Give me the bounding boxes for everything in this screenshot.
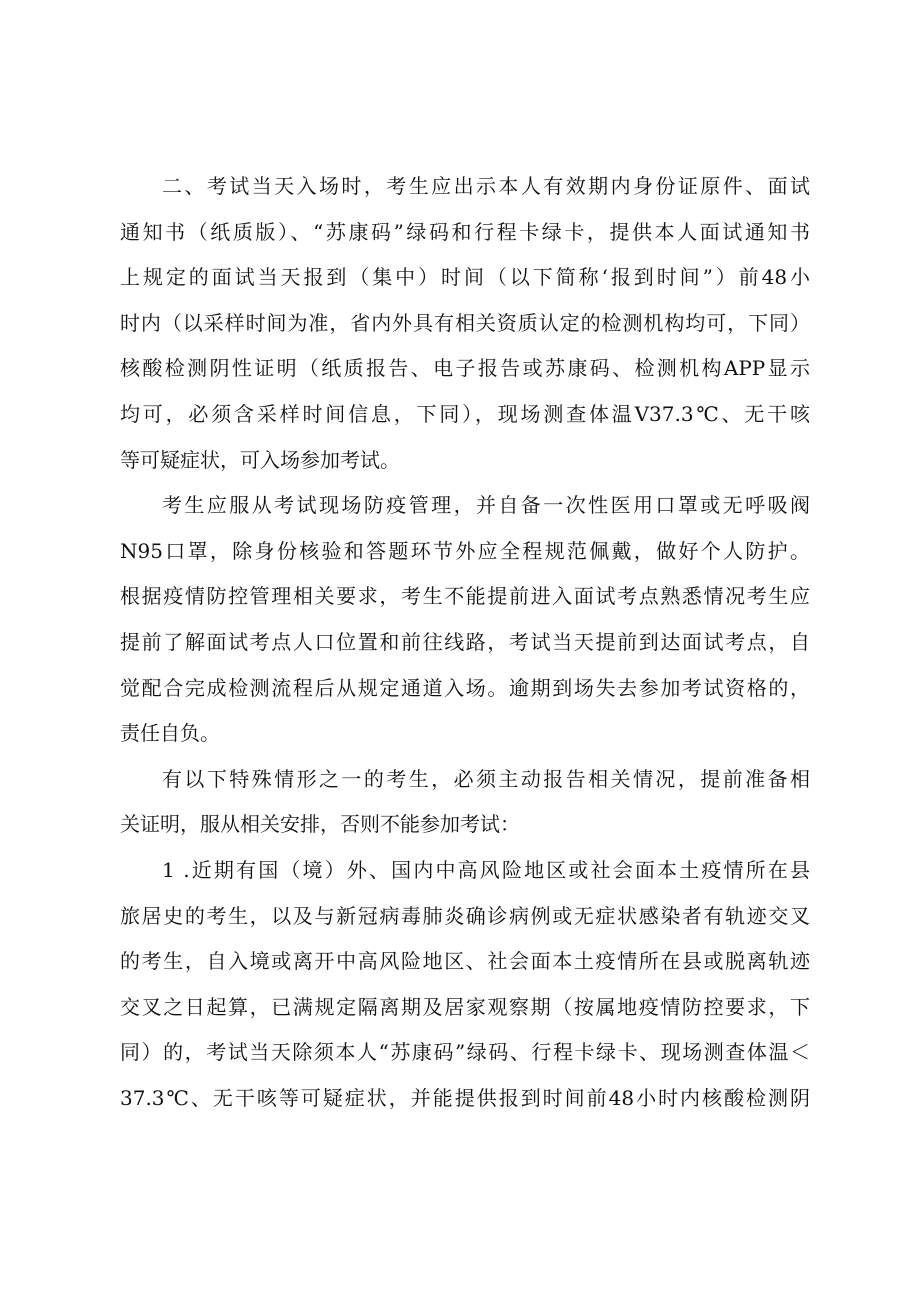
document-body	[120, 164, 810, 1121]
paragraph-item-1	[120, 848, 810, 1122]
text-line: 的考生，自入境或离开中高风险地区、社会面本土疫情所在县或脱离轨迹	[120, 949, 810, 974]
text-line: 责任自负。	[120, 721, 220, 746]
text-line: 通知书（纸质版）、“苏康码”绿码和行程卡绿卡，提供本人面试通知书	[120, 219, 810, 244]
text-line: 觉配合完成检测流程后从规定通道入场。逾期到场失去参加考试资格的，	[120, 675, 810, 700]
text-line: 交叉之日起算，已满规定隔离期及居家观察期（按属地疫情防控要求，下	[120, 994, 810, 1019]
text-line: 均可，必须含采样时间信息，下同），现场测查体温V37.3℃、无干咳	[120, 401, 810, 426]
text-line: 考生应服从考试现场防疫管理，并自备一次性医用口罩或无呼吸阀	[162, 493, 810, 518]
text-line: N95口罩，除身份核验和答题环节外应全程规范佩戴，做好个人防护。	[120, 538, 810, 563]
text-line: 1 .近期有国（境）外、国内中高风险地区或社会面本土疫情所在县	[162, 857, 810, 882]
text-line: 时内（以采样时间为准，省内外具有相关资质认定的检测机构均可，下同）	[120, 310, 810, 335]
text-line: 有以下特殊情形之一的考生，必须主动报告相关情况，提前准备相	[162, 766, 810, 791]
paragraph-special-situations	[120, 757, 810, 848]
text-line: 根据疫情防控管理相关要求，考生不能提前进入面试考点熟悉情况考生应	[120, 584, 810, 609]
paragraph-epidemic-management	[120, 483, 810, 757]
text-line: 上规定的面试当天报到（集中）时间（以下简称‘报到时间”）前48小	[120, 265, 810, 290]
text-line: 二、考试当天入场时，考生应出示本人有效期内身份证原件、面试	[162, 174, 810, 198]
text-line: 旅居史的考生，以及与新冠病毒肺炎确诊病例或无症状感染者有轨迹交叉	[120, 903, 810, 928]
paragraph-entry-requirements	[120, 164, 810, 483]
text-line: 核酸检测阴性证明（纸质报告、电子报告或苏康码、检测机构APP显示	[120, 356, 810, 381]
text-line: 同）的，考试当天除须本人“苏康码”绿码、行程卡绿卡、现场测查体温＜	[120, 1040, 810, 1065]
text-line: 关证明，服从相关安排，否则不能参加考试：	[120, 812, 520, 837]
text-line: 等可疑症状，可入场参加考试。	[120, 447, 400, 472]
text-line: 提前了解面试考点人口位置和前往线路，考试当天提前到达面试考点，自	[120, 629, 810, 654]
text-line: 37.3℃、无干咳等可疑症状，并能提供报到时间前48小时内核酸检测阴	[120, 1085, 810, 1110]
